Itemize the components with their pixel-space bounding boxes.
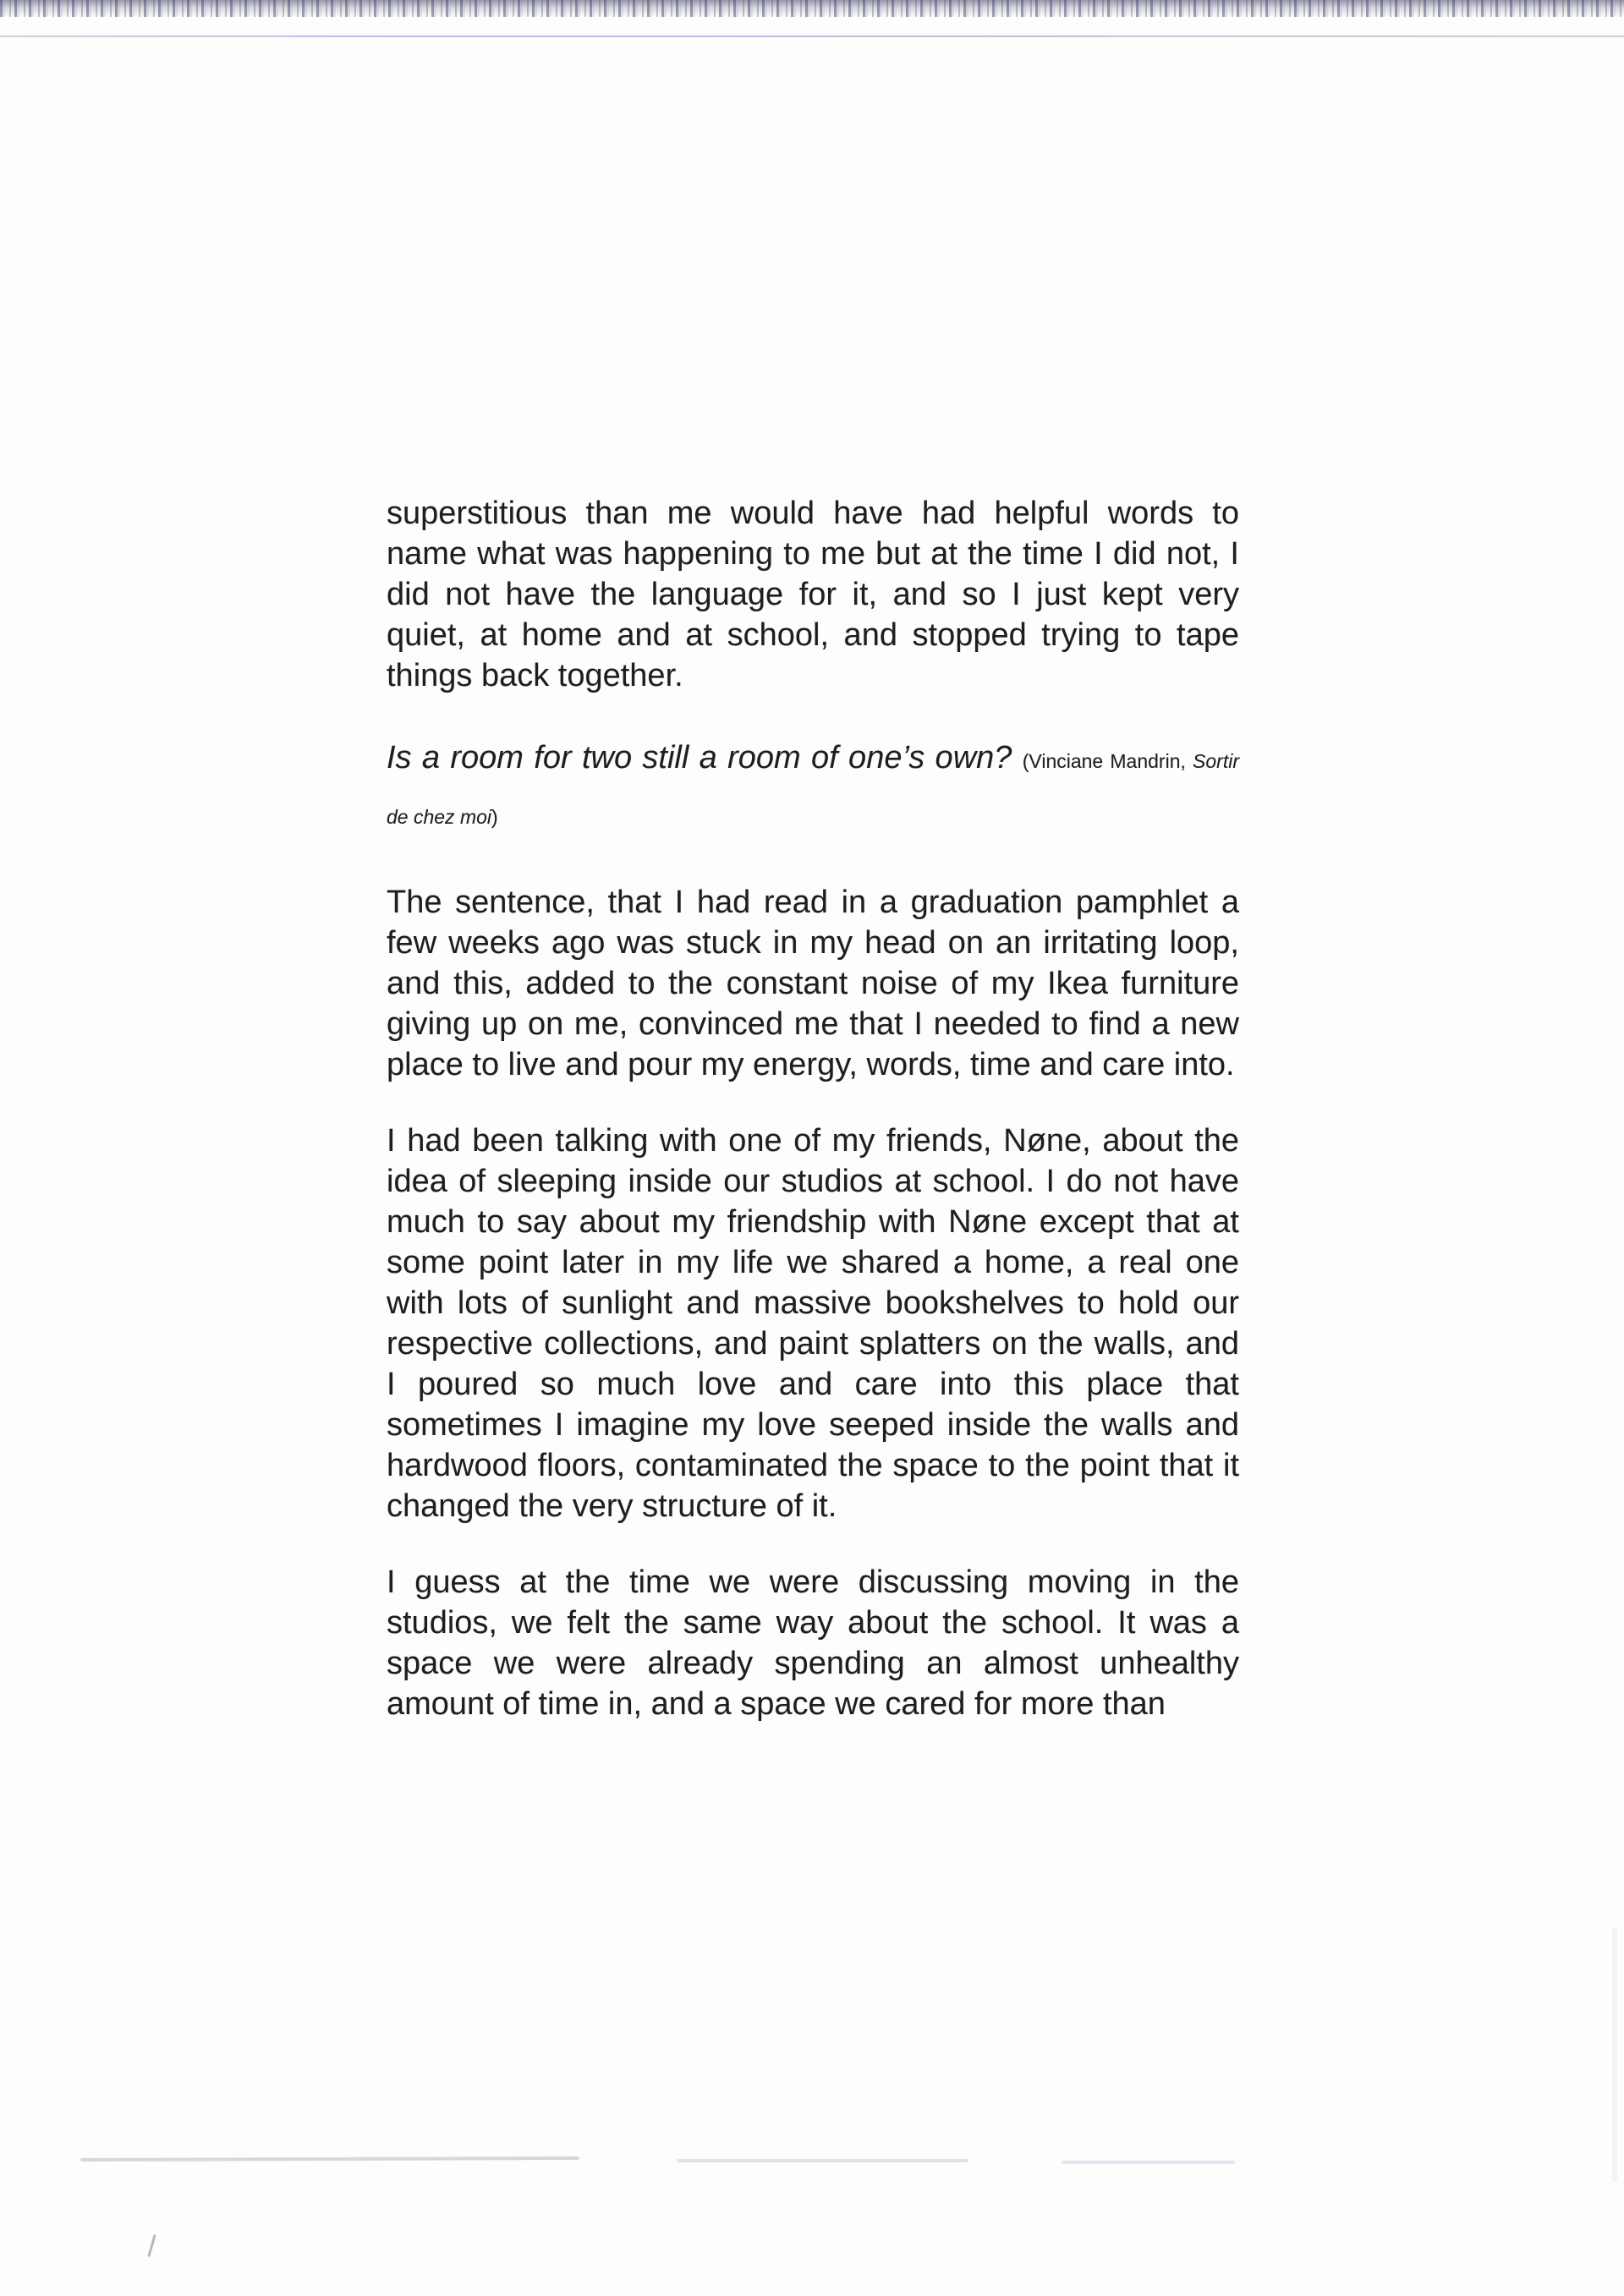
scan-slash-mark-bottom-left [147, 2234, 156, 2257]
body-paragraph-2: The sentence, that I had read in a graduation pamphlet a few weeks ago was stuck in my head on an irritating loop, and this, added to the constant noise of my Ikea furniture giving up on me, convinced me that I needed to find a new place to live and pour my energy, words, time and care into. [387, 885, 1239, 1082]
scan-smudge-bottom-left [80, 2156, 579, 2162]
scan-smudge-bottom-right [1062, 2161, 1235, 2164]
quote-attribution-book-title: Sortir de chez moi [387, 750, 1239, 828]
scan-streak-right-edge [1612, 1928, 1617, 2182]
quote-paragraph [387, 732, 1239, 843]
body-paragraph-1: superstitious than me would have had helpful words to name what was happening to me but at the time I did not, I did not have the language for it, and so I just kept very quiet, at home and at school, and stopped trying to tape things back together. [387, 496, 1239, 693]
quote-attribution-closing-paren: ) [491, 806, 498, 828]
quote-attribution-author: (Vinciane Mandrin, [1022, 750, 1193, 772]
body-paragraph-4: I guess at the time we were discussing moving in the studios, we felt the same way about the school. It was a space we were already spending an almost unhealthy amount of time in, and a space we cared for more than [387, 1564, 1239, 1722]
body-paragraph-3: I had been talking with one of my friends, Nøne, about the idea of sleeping inside our studios at school. I do not have much to say about my friendship with Nøne except that at some point later in my life we shared a home, a real one with lots of sunlight and massive bookshelves to hold our respective collections, and paint splatters on the walls, and I poured so much love and care into this place that sometimes I imagine my love seeped inside the walls and hardwood floors, contaminated the space to the point that it changed the very structure of it. [387, 1123, 1239, 1524]
scan-smudge-bottom-middle [677, 2159, 968, 2162]
scan-noise-band-top [0, 0, 1624, 17]
quote-text: Is a room for two still a room of one’s own? [387, 740, 1023, 775]
page-text-column [387, 493, 1239, 1760]
scan-horizontal-line-top [0, 36, 1624, 37]
